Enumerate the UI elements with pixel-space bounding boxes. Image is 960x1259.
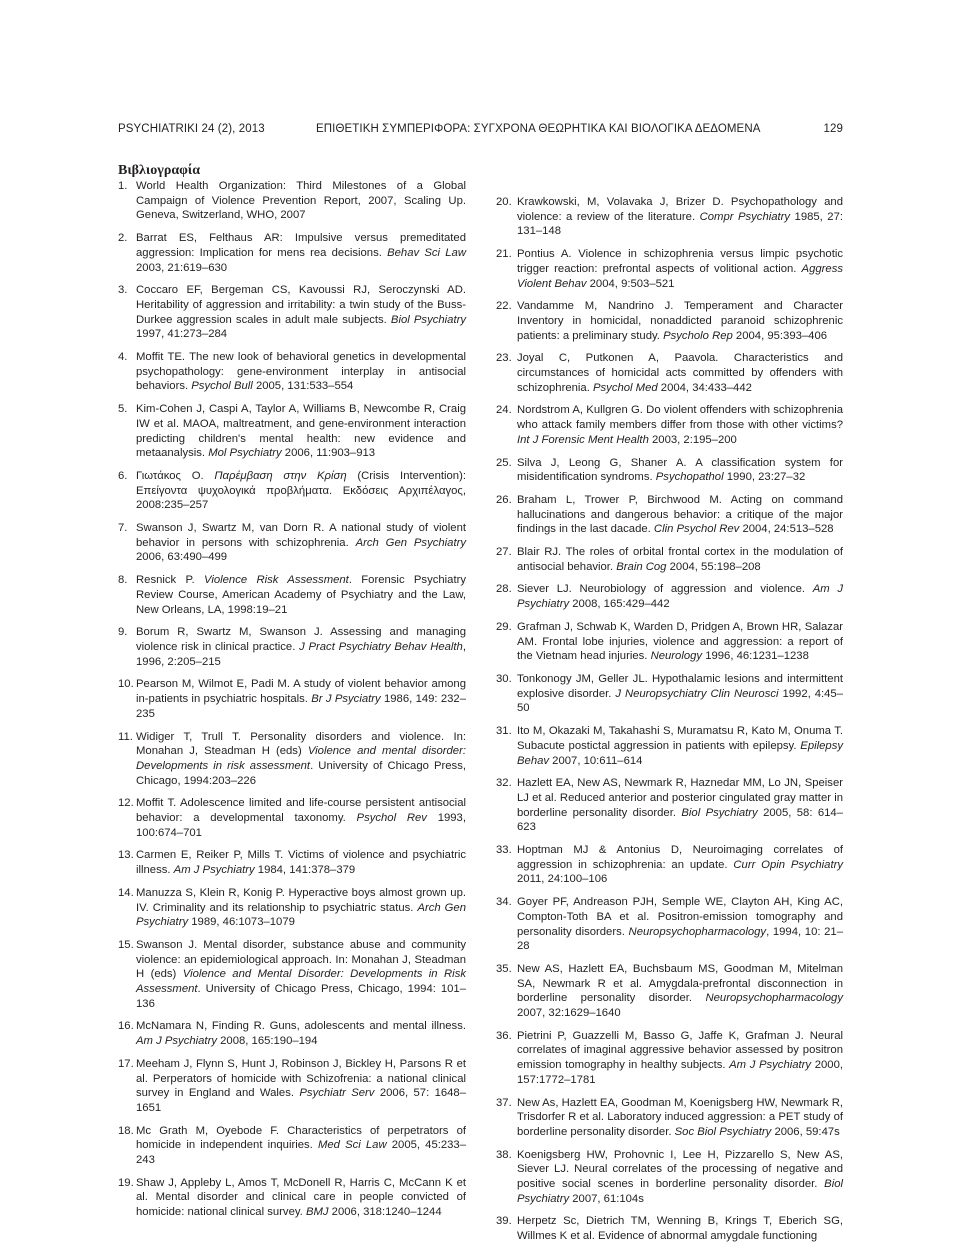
reference-citation: 1993, 100:674–701	[136, 812, 466, 839]
reference-number: 15.	[118, 938, 134, 951]
reference-citation: 1985, 27: 131–148	[517, 210, 844, 238]
reference-citation: 2011, 24:100–106	[517, 873, 608, 886]
reference-item	[496, 247, 843, 291]
reference-text: Γιωτάκος Ο.	[136, 469, 215, 482]
reference-number: 38.	[496, 1148, 512, 1161]
reference-citation: 2004, 9:503–521	[586, 277, 675, 290]
reference-item	[496, 962, 843, 1021]
reference-item	[118, 1124, 466, 1168]
reference-journal: Brain Cog	[616, 560, 667, 573]
reference-journal: Biol Psychiatry	[390, 313, 466, 326]
reference-number: 7.	[118, 522, 128, 535]
reference-text: New AS, Hazlett EA, Buchsbaum MS, Goodman M, Mitelman SA, Newmark R et al. Amygdala-prefrontal disconnection in borderline personality disorder.	[517, 962, 843, 1005]
reference-number: 33.	[496, 844, 512, 857]
reference-text: Koenigsberg HW, Prohovnic I, Lee H, Pizzarello S, New AS, Siever LJ. Neural correlates of the processing of negative and positive social scenes in borderline personality disorder.	[517, 1148, 843, 1191]
reference-item	[496, 1029, 843, 1088]
reference-journal: Neuropsychopharmacology	[628, 925, 767, 938]
reference-item	[118, 573, 466, 617]
reference-journal: Arch Gen Psychiatry	[136, 901, 466, 929]
reference-journal: Violence and mental disorder: Developments in risk assessment	[136, 745, 466, 772]
reference-number: 20.	[496, 196, 512, 208]
reference-number: 39.	[496, 1215, 512, 1228]
reference-item	[118, 730, 466, 789]
reference-item	[118, 1057, 466, 1116]
reference-journal: Arch Gen Psychiatry	[355, 536, 466, 549]
reference-text: Ito M, Okazaki M, Takahashi S, Muramatsu R, Kato M, Onuma T. Subacute postictal aggression in patients with epilepsy.	[517, 725, 843, 752]
reference-text: Krawkowski, M, Volavaka J, Brizer D. Psychopathology and violence: a review of the literature.	[517, 196, 843, 223]
reference-number: 6.	[118, 469, 128, 482]
reference-citation: 1986, 149: 232–235	[136, 693, 467, 720]
reference-text: Braham L, Trower P, Birchwood M. Acting on command hallucinations and dangerous behavior: a critique of the major findings in the last dacade.	[517, 493, 843, 536]
reference-number: 5.	[118, 403, 128, 416]
reference-citation: 2003, 2:195–200	[648, 433, 737, 446]
reference-text: Pontius A. Violence in schizophrenia versus limpic psychotic trigger reaction: prefrontal aspects of volitional action.	[517, 248, 843, 275]
reference-text: Pearson M, Wilmot E, Padi M. A study of violent behavior among in-patients in psychiatric hospitals.	[136, 678, 466, 706]
reference-citation: 2006, 11:903–913	[281, 447, 376, 460]
reference-item	[496, 299, 843, 343]
reference-text: Kim-Cohen J, Caspi A, Taylor A, Williams B, Newcombe R, Craig IW et al. MAOA, maltreatment, and gene-environment interaction predicting children's mental health: new evidence and metaanalysis.	[136, 403, 466, 460]
reference-journal: Neurology	[650, 650, 703, 663]
reference-number: 8.	[118, 574, 128, 587]
reference-text: Hazlett EA, New AS, Newmark R, Haznedar MM, Lo JN, Speiser LJ et al. Reduced anterior and posterior cingulated gray matter in borderline personality disorder.	[517, 777, 843, 819]
reference-number: 27.	[496, 546, 512, 559]
reference-text: Manuzza S, Klein R, Konig P. Hyperactive boys almost grown up. IV. Criminality and its relationship to psychiatric status.	[136, 886, 466, 914]
reference-text: Moffit T. Adolescence limited and life-course persistent antisocial behavior: a developmental taxonomy.	[136, 797, 466, 825]
reference-number: 36.	[496, 1029, 512, 1042]
reference-item	[496, 843, 843, 887]
reference-number: 19.	[118, 1176, 134, 1189]
reference-text: Joyal C, Putkonen A, Paavola. Characteristics and circumstances of homicidal acts committed by offenders with schizophrenia.	[517, 352, 843, 394]
reference-citation: 1992, 4:45–50	[517, 687, 843, 715]
reference-number: 25.	[496, 456, 512, 469]
references-column-right	[496, 195, 843, 1252]
reference-number: 31.	[496, 725, 512, 738]
reference-text: Hoptman MJ & Antonius D, Neuroimaging correlates of aggression in schizophrenia: an update.	[517, 844, 843, 871]
reference-journal: Biol Psychiatry	[681, 806, 758, 819]
reference-list-right	[496, 195, 843, 1244]
reference-item	[496, 895, 843, 954]
reference-item	[118, 469, 466, 513]
reference-number: 29.	[496, 620, 512, 633]
reference-text: Widiger T, Trull T. Personality disorders and violence. In: Monahan J, Steadman H (eds)	[136, 730, 466, 758]
reference-text: Barrat ES, Felthaus AR: Impulsive versus premeditated aggression: Implication for mens rea decisions.	[136, 232, 466, 259]
reference-citation: 2005, 131:533–554	[252, 380, 354, 393]
reference-number: 34.	[496, 896, 512, 909]
reference-text: Blair RJ. The roles of orbital frontal cortex in the modulation of antisocial behavior.	[517, 546, 843, 573]
reference-text: Carmen E, Reiker P, Mills T. Victims of violence and psychiatric illness.	[136, 849, 466, 877]
reference-citation: . University of Chicago Press, Chicago, 1994:203–226	[136, 759, 466, 787]
reference-item	[496, 620, 843, 664]
reference-citation: . Forensic Psychiatry Review Course, American Academy of Psychiatry and the Law, New Orleans, LA, 1998:19–21	[136, 574, 466, 616]
reference-item	[496, 493, 843, 537]
reference-journal: Παρέμβαση στην Κρίση	[214, 469, 347, 482]
reference-text: Borum R, Swartz M, Swanson J. Assessing and managing violence risk in clinical practice.	[136, 626, 466, 653]
reference-citation: 2000, 157:1772–1781	[517, 1059, 843, 1086]
reference-item	[118, 938, 466, 1012]
reference-journal: Am J Psychiatry	[173, 864, 255, 877]
reference-journal: Am J Psychiatry	[136, 1035, 217, 1048]
reference-item	[496, 582, 843, 611]
reference-number: 9.	[118, 626, 128, 639]
reference-journal: Violence and Mental Disorder: Developments in Risk Assessment	[136, 968, 466, 996]
reference-citation: 2008, 165:190–194	[216, 1035, 318, 1048]
running-header	[118, 123, 843, 139]
reference-citation: 2006, 57: 1648–1651	[136, 1087, 467, 1114]
reference-text: Moffit TE. The new look of behavioral genetics in developmental psychopathology: gene-environment interplay in antisocial behaviors.	[136, 351, 466, 393]
reference-item	[118, 848, 466, 877]
reference-citation: 2003, 21:619–630	[136, 261, 228, 274]
reference-number: 11.	[118, 730, 133, 743]
reference-text: Vandamme M, Nandrino J. Temperament and Character Inventory in homicidal, nonaddicted paranoid schizophrenic patients: a preliminary study.	[517, 300, 843, 342]
reference-citation: 2004, 34:433–442	[657, 381, 752, 394]
reference-number: 30.	[496, 672, 512, 685]
reference-journal: Psychopathol	[655, 471, 724, 484]
reference-number: 3.	[118, 284, 128, 297]
reference-citation: 2004, 24:513–528	[739, 523, 834, 536]
reference-number: 16.	[118, 1020, 134, 1033]
reference-citation: 2004, 95:393–406	[732, 329, 828, 342]
reference-citation: (Crisis Intervention): Επείγοντα ψυχολογικά προβλήματα. Εκδόσεις Αρχιπέλαγος, 2008:235–257	[136, 469, 466, 512]
reference-text: Mc Grath M, Oyebode F. Characteristics of perpetrators of homicide in independent inquiries.	[136, 1124, 466, 1152]
reference-citation: , 1994, 10: 21–28	[517, 925, 843, 953]
reference-item	[118, 796, 466, 840]
reference-number: 14.	[118, 886, 134, 899]
reference-number: 4.	[118, 351, 128, 364]
reference-journal: Aggress Violent Behav	[517, 262, 843, 290]
reference-item	[496, 724, 843, 768]
reference-citation: 2004, 55:198–208	[666, 560, 761, 573]
reference-journal: Int J Forensic Ment Health	[517, 433, 649, 446]
reference-item	[496, 672, 843, 716]
reference-citation: , 1996, 2:205–215	[136, 640, 466, 668]
reference-number: 23.	[496, 352, 512, 365]
reference-text: Swanson J. Mental disorder, substance abuse and community violence: an epidemiological approach. In: Monahan J, Steadman H (eds)	[136, 938, 466, 981]
reference-item	[496, 195, 843, 239]
reference-text: Shaw J, Appleby L, Amos T, McDonell R, Harris C, McCann K et al. Mental disorder and clinical care in people convicted of homicide: national clinical survey.	[136, 1176, 466, 1219]
reference-text: New As, Hazlett EA, Goodman M, Koenigsberg HW, Newmark R, Trisdorfer R et al. Laboratory induced aggression: a PET study of borderline personality disorder.	[517, 1096, 843, 1138]
reference-journal: Psycholo Rep	[663, 329, 733, 342]
reference-item	[118, 1019, 466, 1048]
reference-item	[118, 677, 466, 721]
reference-citation: 1984, 141:378–379	[254, 864, 356, 877]
reference-citation: 2005, 45:233–243	[136, 1139, 466, 1167]
reference-citation: 2006, 318:1240–1244	[328, 1206, 442, 1219]
reference-number: 24.	[496, 404, 512, 417]
reference-number: 28.	[496, 583, 512, 596]
reference-item	[118, 350, 466, 394]
reference-text: Resnick P.	[136, 574, 205, 587]
reference-item	[118, 402, 466, 461]
reference-item	[496, 1148, 843, 1207]
reference-journal: Am J Psychiatry	[517, 583, 843, 611]
reference-text: Silva J, Leong G, Shaner A. A classification system for misidentification syndroms.	[517, 456, 843, 484]
reference-item	[496, 456, 843, 485]
reference-number: 21.	[496, 248, 512, 261]
reference-item	[496, 351, 843, 395]
references-column-left	[118, 179, 466, 1228]
reference-citation: 1990, 23:27–32	[723, 471, 806, 484]
reference-list-left	[118, 179, 466, 1220]
reference-item	[118, 521, 466, 565]
reference-journal: Soc Biol Psychiatry	[674, 1125, 772, 1138]
reference-text: Siever LJ. Neurobiology of aggression and violence.	[517, 583, 813, 596]
reference-citation: 1997, 41:273–284	[136, 328, 228, 341]
reference-number: 22.	[496, 300, 512, 313]
reference-journal: Br J Psyciatry	[311, 693, 381, 706]
reference-journal: Compr Psychiatry	[699, 210, 791, 223]
reference-journal: Psychol Med	[592, 381, 658, 394]
reference-item	[496, 545, 843, 574]
reference-text: McNamara N, Finding R. Guns, adolescents and mental illness.	[136, 1020, 466, 1033]
reference-number: 18.	[118, 1124, 134, 1137]
journal-name: PSYCHIATRIKI 24 (2), 2013	[118, 123, 265, 135]
running-title: ΕΠΙΘΕΤΙΚΗ ΣΥΜΠΕΡΙΦΟΡΑ: ΣΥΓΧΡΟΝΑ ΘΕΩΡΗΤΙΚΑ ΚΑΙ ΒΙΟΛΟΓΙΚΑ ΔΕΔΟΜΕΝΑ	[316, 123, 761, 135]
reference-citation: . University of Chicago Press, Chicago, 1994: 101–136	[136, 983, 466, 1010]
reference-citation: 2008, 165:429–442	[569, 598, 670, 611]
reference-journal: Psychol Bull	[191, 380, 253, 393]
reference-text: World Health Organization: Third Milestones of a Global Campaign of Violence Prevention Report, 2007, Scaling Up. Geneva, Switzerland, WHO, 2007	[136, 180, 466, 222]
reference-journal: Psychiatr Serv	[299, 1087, 375, 1100]
reference-journal: J Neuropsychiatry Clin Neurosci	[615, 687, 779, 700]
reference-citation: 2006, 63:490–499	[136, 551, 228, 564]
reference-item	[118, 886, 466, 930]
reference-journal: Epilepsy Behav	[517, 739, 843, 767]
reference-text: Meeham J, Flynn S, Hunt J, Robinson J, Bickley H, Parsons R et al. Perperators of homicide with Schizofrenia: a national clinical survey in England and Wales.	[136, 1057, 466, 1100]
reference-text: Swanson J, Swartz M, van Dorn R. A national study of violent behavior in persons with schizophrenia.	[136, 522, 466, 549]
reference-citation: 2006, 59:47s	[771, 1125, 840, 1138]
reference-number: 13.	[118, 849, 134, 862]
reference-item	[118, 231, 466, 275]
reference-journal: Biol Psychiatry	[517, 1178, 843, 1205]
reference-text: Goyer PF, Andreason PJH, Semple WE, Clayton AH, King AC, Compton-Toth BA et al. Positron-emission tomography and personality disorders.	[517, 896, 843, 938]
reference-item	[496, 776, 843, 835]
reference-item	[118, 179, 466, 223]
reference-journal: Violence Risk Assessment	[204, 574, 349, 587]
reference-text: Herpetz Sc, Dietrich TM, Wenning B, Krings T, Eberich SG, Willmes K et al. Evidence of abnormal amygdale functioning	[517, 1215, 843, 1243]
reference-journal: Med Sci Law	[317, 1139, 387, 1152]
reference-citation: 2007, 32:1629–1640	[517, 1007, 621, 1020]
reference-journal: Curr Opin Psychiatry	[733, 858, 843, 871]
reference-journal: Mol Psychiatry	[208, 447, 282, 460]
reference-journal: Clin Psychol Rev	[653, 523, 740, 536]
reference-journal: Psychol Rev	[356, 812, 427, 825]
reference-citation: 2005, 58: 614–623	[517, 806, 843, 834]
reference-citation: 1996, 46:1231–1238	[702, 650, 809, 663]
reference-journal: BMJ	[305, 1206, 329, 1219]
reference-number: 1.	[118, 180, 128, 192]
reference-text: Grafman J, Schwab K, Warden D, Pridgen A, Brown HR, Salazar AM. Frontal lobe injuries, violence and aggression: a report of the Vietnam head injuries.	[517, 620, 843, 663]
reference-citation: 2007, 10:611–614	[549, 754, 643, 767]
reference-item	[496, 1096, 843, 1140]
reference-number: 37.	[496, 1096, 512, 1109]
page-number: 129	[823, 123, 843, 135]
reference-journal: Behav Sci Law	[387, 246, 466, 259]
reference-item	[118, 1176, 466, 1220]
reference-number: 2.	[118, 232, 128, 245]
reference-item	[496, 403, 843, 447]
reference-citation: 1989, 46:1073–1079	[188, 916, 295, 929]
reference-item	[118, 625, 466, 669]
reference-number: 10.	[118, 678, 134, 691]
section-title: Βιβλιογραφία	[118, 163, 201, 178]
reference-number: 35.	[496, 962, 512, 975]
reference-number: 32.	[496, 777, 512, 790]
reference-number: 26.	[496, 493, 512, 506]
reference-journal: Am J Psychiatry	[729, 1059, 812, 1072]
reference-text: Tonkonogy JM, Geller JL. Hypothalamic lesions and intermittent explosive disorder.	[517, 672, 843, 700]
reference-citation: 2007, 61:104s	[569, 1192, 644, 1205]
reference-item	[118, 283, 466, 342]
reference-item	[496, 1214, 843, 1243]
reference-text: Nordstrom A, Kullgren G. Do violent offenders with schizophrenia who attack family members differ from those with other victims?	[517, 404, 843, 432]
reference-number: 17.	[118, 1057, 134, 1070]
reference-text: Coccaro EF, Bergeman CS, Kavoussi RJ, Seroczynski AD. Heritability of aggression and irritability: a twin study of the Buss-Durkee aggression scales in adult male subjects.	[136, 284, 466, 326]
reference-number: 12.	[118, 797, 134, 810]
reference-journal: Neuropsychopharmacology	[705, 992, 843, 1005]
reference-text: Pietrini P, Guazzelli M, Basso G, Jaffe K, Grafman J. Neural correlates of imaginal aggressive behavior assessed by positron emission tomography in healthy subjects.	[517, 1029, 843, 1072]
reference-journal: J Pract Psychiatry Behav Health	[299, 640, 463, 653]
